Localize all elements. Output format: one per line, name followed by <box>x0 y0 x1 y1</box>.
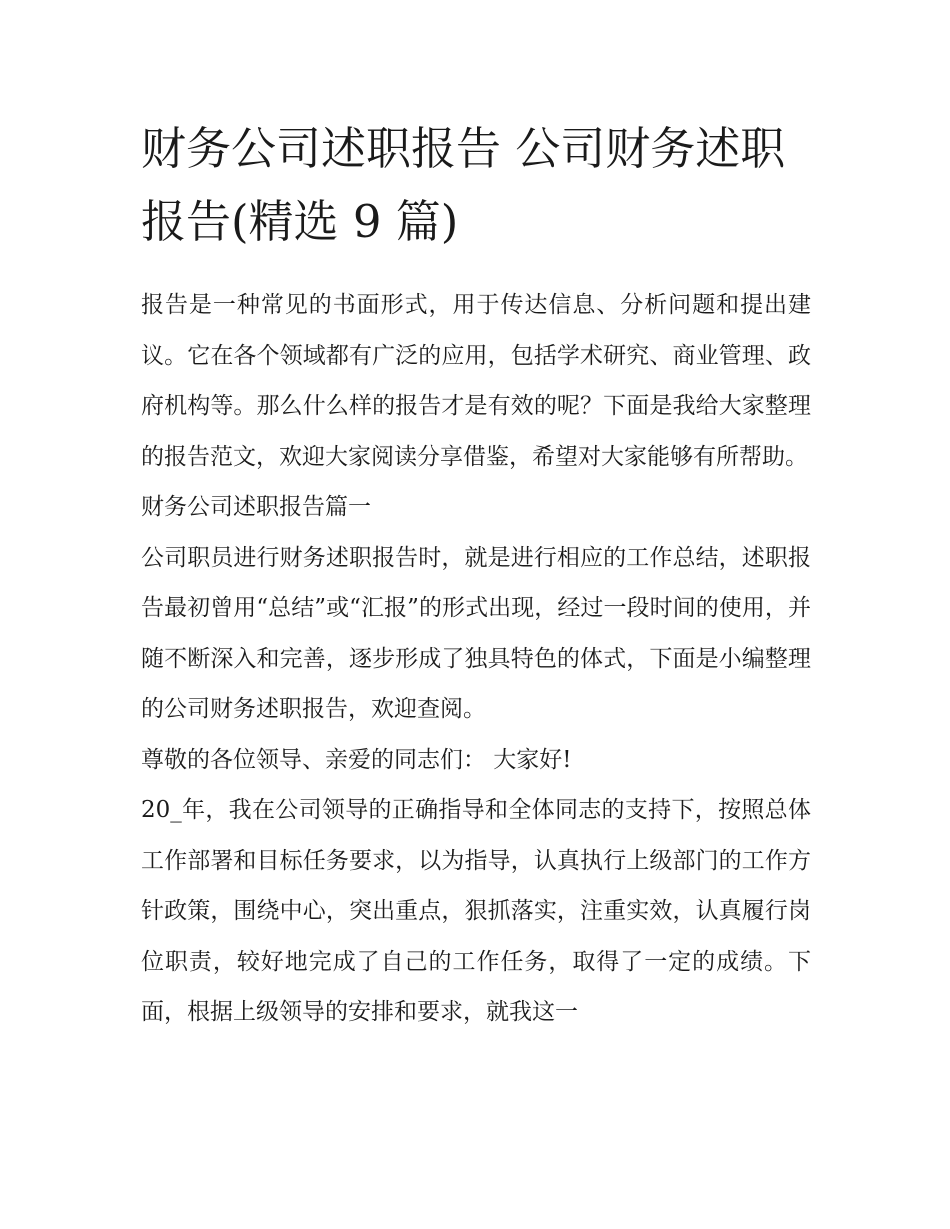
document-body <box>141 280 811 1038</box>
paragraph-background: 公司职员进行财务述职报告时，就是进行相应的工作总结，述职报告最初曾用“总结”或“汇报”的形式出现，经过一段时间的使用，并随不断深入和完善，逐步形成了独具特色的体式，下面是小编整理的公司财务述职报告，欢迎查阅。 <box>141 544 811 722</box>
document-title: 财务公司述职报告 公司财务述职报告(精选 9 篇) <box>141 122 786 248</box>
document-content <box>141 112 811 1038</box>
section-heading: 财务公司述职报告篇一 <box>141 494 371 520</box>
paragraph-intro: 报告是一种常见的书面形式，用于传达信息、分析问题和提出建议。它在各个领域都有广泛的应用，包括学术研究、商业管理、政府机构等。那么什么样的报告才是有效的呢？下面是我给大家整理的报告范文，欢迎大家阅读分享借鉴，希望对大家能够有所帮助。 <box>141 292 811 470</box>
paragraph-salutation: 尊敬的各位领导、亲爱的同志们： 大家好! <box>141 746 572 773</box>
paragraph-report-start: 20_年，我在公司领导的正确指导和全体同志的支持下，按照总体工作部署和目标任务要求，以为指导，认真执行上级部门的工作方针政策，围绕中心，突出重点，狠抓落实，注重实效，认真履行岗位职责，较好地完成了自己的工作任务，取得了一定的成绩。下面，根据上级领导的安排和要求，就我这一 <box>141 797 811 1025</box>
